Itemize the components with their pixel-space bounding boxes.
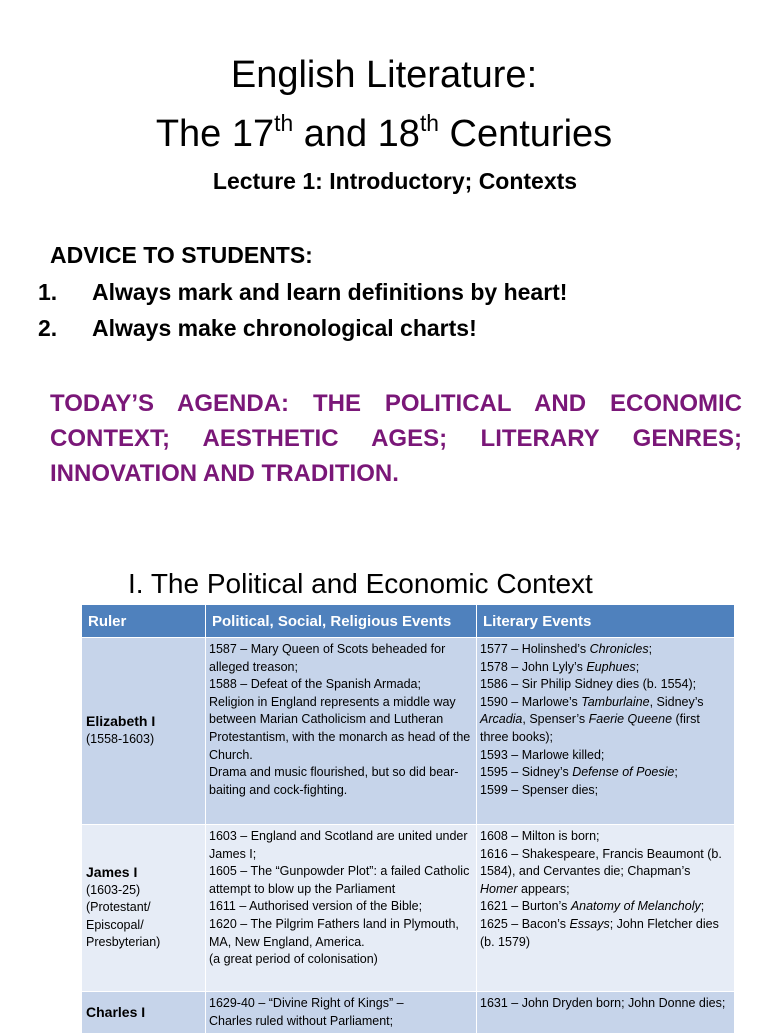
literary-event-text: 1631 – John Dryden born; John Donne dies; [480,996,726,1010]
political-event: 1620 – The Pilgrim Fathers land in Plymouth, MA, New England, America. [209,916,459,949]
literary-event-text: 1586 – Sir Philip Sidney dies (b. 1554); [480,677,697,692]
advice-item [38,315,477,342]
table-row [82,638,735,825]
table-row [82,992,735,1034]
ruler-detail: (Protestant/ [86,900,151,915]
title-superscript: th [419,110,439,136]
literary-event [480,694,731,747]
literary-event-text: ; [648,642,653,656]
literary-event-text: 1593 – Marlowe killed; [480,747,605,762]
ruler-detail: (1558-1603) [86,732,155,746]
work-title: Faerie Queene [588,712,673,727]
literary-event-text: 1590 – Marlowe’s [480,694,582,709]
political-event: 1603 – England and Scotland are united under James I; [209,829,468,861]
work-title: Arcadia [480,712,523,727]
ruler-detail: Presbyterian) [86,935,161,950]
literary-event-text: , Sidney’s [649,694,704,709]
work-title: Tamburlaine [581,694,650,709]
title-line-1: English Literature: [230,54,538,96]
work-title: Homer [480,881,518,896]
literary-events-cell [477,992,735,1034]
advice-number: 2. [38,315,58,341]
literary-event [480,764,731,782]
literary-event [480,846,731,899]
literary-event-text: 1625 – Bacon’s [480,916,570,931]
literary-event [480,995,731,1013]
political-event: Religion in England represents a middle way between Marian Catholicism and Lutheran Protestantism, with the monarch as head of the Church. [209,694,471,762]
ruler-name: Elizabeth I [86,713,156,730]
political-event: 1611 – Authorised version of the Bible; [209,899,423,914]
ruler-detail: (1603-25) [86,882,141,897]
literary-events-cell [477,638,735,825]
literary-event-text: 1578 – John Lyly’s [480,659,587,674]
political-events-cell [206,825,477,992]
literary-event [480,828,731,846]
chronology-table [81,604,735,1034]
literary-event [480,782,731,800]
advice-text: Always mark and learn definitions by heart! [92,279,568,305]
advice-number: 1. [38,279,58,305]
title-line-2-part: The 17 [155,112,275,155]
literary-event-text: 1599 – Spenser dies; [480,782,599,797]
column-header-political: Political, Social, Religious Events [206,605,477,638]
literary-events-cell [477,825,735,992]
ruler-detail: Episcopal/ [86,917,144,932]
table-row [82,825,735,992]
literary-event-text: , Spenser’s [522,712,589,727]
political-event: Charles ruled without Parliament; [209,1013,394,1028]
ruler-cell [82,638,206,825]
literary-event [480,676,731,694]
section-title: I. The Political and Economic Context [128,568,593,599]
column-header-ruler: Ruler [82,605,206,638]
literary-event [480,916,731,951]
political-event: 1587 – Mary Queen of Scots beheaded for alleged treason; [209,642,446,674]
literary-event [480,747,731,765]
literary-event-text: (first three books); [480,712,700,744]
literary-event-text: ; John Fletcher dies (b. 1579) [480,916,719,949]
advice-text: Always make chronological charts! [92,315,477,341]
literary-event-text: 1595 – Sidney’s [480,765,573,780]
column-header-literary: Literary Events [477,605,735,638]
literary-event-text: 1608 – Milton is born; [480,829,600,843]
agenda: TODAY’S AGENDA: THE POLITICAL AND ECONOMIC CONTEXT; AESTHETIC AGES; LITERARY GENRES; INNOVATION AND TRADITION. [50,390,742,487]
title-line-2-part: and 18 [293,112,420,155]
title-line-2-part: Centuries [438,112,613,155]
literary-event-text: 1577 – Holinshed’s [480,642,590,656]
title-line-2 [0,112,768,153]
ruler-cell [82,825,206,992]
literary-event-text: ; [700,899,705,914]
political-event: (a great period of colonisation) [209,952,378,967]
advice-heading: ADVICE TO STUDENTS: [50,242,313,268]
political-events-cell [206,992,477,1034]
literary-event-text: 1616 – Shakespeare, Francis Beaumont (b. 1584), and Cervantes die; Chapman’s [480,846,722,879]
political-event: 1605 – The “Gunpowder Plot”: a failed Catholic attempt to blow up the Parliament [209,864,470,896]
work-title: Defense of Poesie [572,765,675,780]
literary-event [480,641,731,659]
political-event: Drama and music flourished, but so did bear-baiting and cock-fighting. [209,765,459,797]
advice-item [38,279,567,306]
literary-event-text: 1621 – Burton’s [480,899,571,914]
ruler-name: Charles I [86,1003,146,1020]
ruler-cell [82,992,206,1034]
table-header-row [82,605,735,638]
literary-event [480,898,731,916]
literary-event-text: appears; [517,881,570,896]
literary-event-text: ; [635,659,640,674]
work-title: Chronicles [589,642,649,656]
work-title: Essays [569,916,610,931]
political-events-cell [206,638,477,825]
political-event: 1629-40 – “Divine Right of Kings” – [209,996,404,1010]
ruler-name: James I [86,864,138,881]
title-superscript: th [274,110,294,136]
work-title: Anatomy of Melancholy [570,899,701,914]
literary-event-text: ; [674,765,678,780]
literary-event [480,659,731,677]
work-title: Euphues [586,659,636,674]
lecture-subtitle: Lecture 1: Introductory; Contexts [212,168,578,194]
political-event: 1588 – Defeat of the Spanish Armada; [209,677,421,692]
